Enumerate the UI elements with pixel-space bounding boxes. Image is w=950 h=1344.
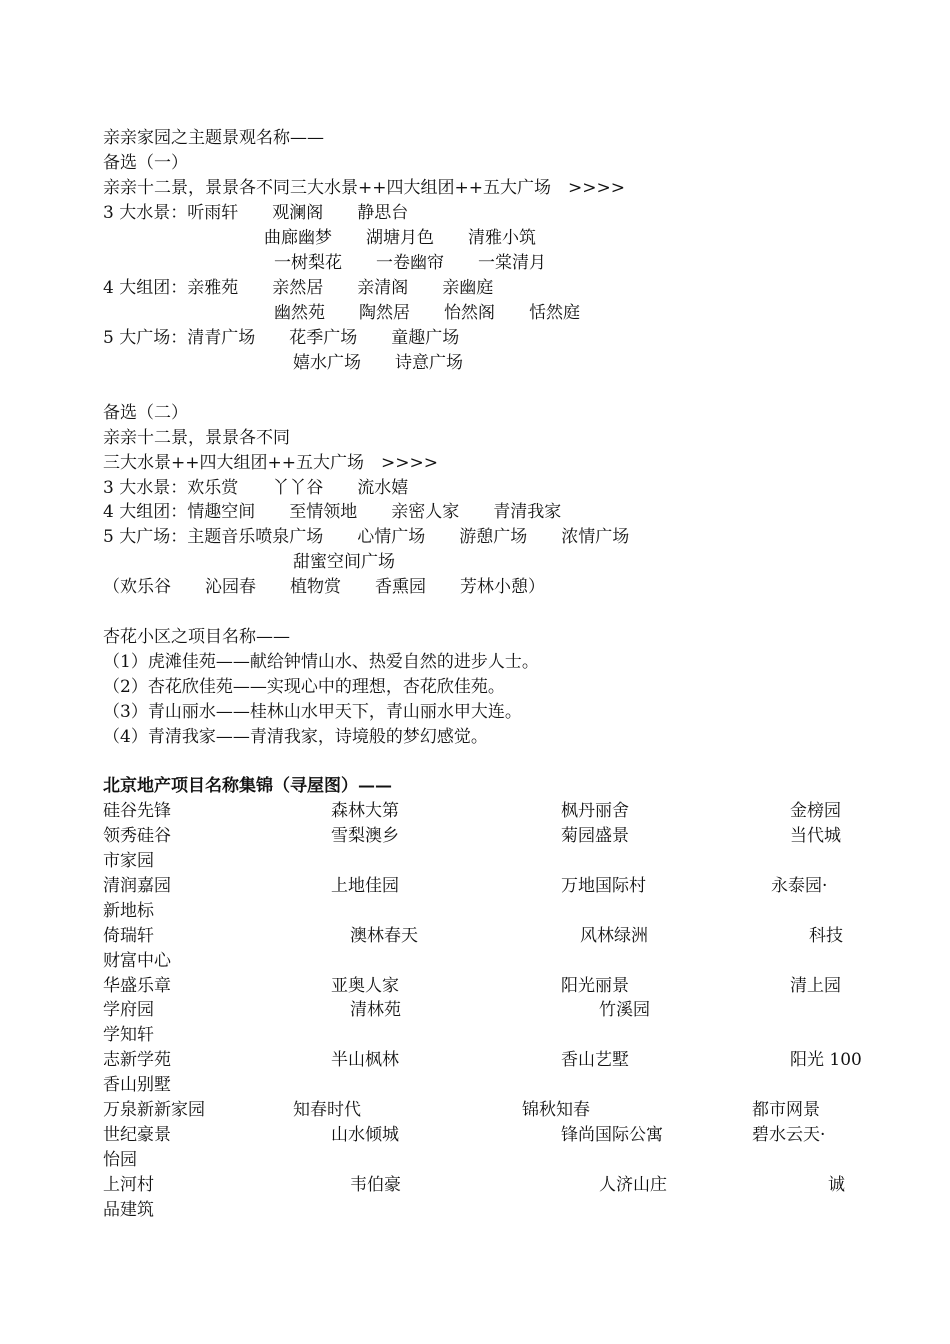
project-name: 清润嘉园 — [103, 876, 171, 896]
list-item: （4）青清我家——青清我家，诗境般的梦幻感觉。 — [103, 727, 488, 747]
project-name: 人济山庄 — [599, 1175, 667, 1195]
project-name: 亚奥人家 — [331, 976, 399, 996]
list-item: （3）青山丽水——桂林山水甲天下，青山丽水甲大连。 — [103, 702, 522, 722]
project-name: 志新学苑 — [103, 1050, 171, 1070]
text-line: 嬉水广场 诗意广场 — [293, 353, 463, 373]
project-name: 世纪豪景 — [103, 1125, 171, 1145]
text-line: （欢乐谷 沁园春 植物赏 香熏园 芳林小憩） — [103, 577, 545, 597]
project-name: 碧水云天· — [752, 1125, 826, 1145]
project-name: 万地国际村 — [561, 876, 646, 896]
project-name: 澳林春天 — [350, 926, 418, 946]
project-name: 韦伯豪 — [350, 1175, 401, 1195]
project-name: 枫丹丽舍 — [561, 801, 629, 821]
text-line: 三大水景++四大组团++五大广场 >>>> — [103, 453, 438, 473]
project-name: 知春时代 — [293, 1100, 361, 1120]
section-title-xinghua: 杏花小区之项目名称—— — [103, 627, 290, 647]
project-name: 香山别墅 — [103, 1075, 171, 1095]
text-line: 亲亲十二景，景景各不同三大水景++四大组团++五大广场 >>>> — [103, 178, 625, 198]
project-name: 万泉新新家园 — [103, 1100, 205, 1120]
project-name: 永泰园· — [771, 876, 828, 896]
project-name: 学知轩 — [103, 1025, 154, 1045]
project-name: 华盛乐章 — [103, 976, 171, 996]
project-name: 清上园 — [790, 976, 841, 996]
project-name: 上河村 — [103, 1175, 154, 1195]
project-name: 竹溪园 — [599, 1000, 650, 1020]
project-name: 半山枫林 — [331, 1050, 399, 1070]
option-two-heading: 备选（二） — [103, 403, 188, 423]
text-line: 4 大组团：情趣空间 至情领地 亲密人家 青清我家 — [103, 502, 562, 522]
project-name: 领秀硅谷 — [103, 826, 171, 846]
project-name: 硅谷先锋 — [103, 801, 171, 821]
project-name: 风林绿洲 — [580, 926, 648, 946]
project-name: 山水倾城 — [331, 1125, 399, 1145]
list-item: （2）杏花欣佳苑——实现心中的理想，杏花欣佳苑。 — [103, 677, 505, 697]
project-name: 香山艺墅 — [561, 1050, 629, 1070]
project-name: 上地佳园 — [331, 876, 399, 896]
text-line: 亲亲十二景，景景各不同 — [103, 428, 290, 448]
text-line: 一树梨花 一卷幽帘 一棠清月 — [274, 253, 546, 273]
project-name: 倚瑞轩 — [103, 926, 154, 946]
project-name: 金榜园 — [790, 801, 841, 821]
text-line: 曲廊幽梦 湖塘月色 清雅小筑 — [264, 228, 536, 248]
project-name: 怡园 — [103, 1150, 137, 1170]
project-name: 诚 — [828, 1175, 845, 1195]
text-line: 5 大广场：清青广场 花季广场 童趣广场 — [103, 328, 460, 348]
project-name: 当代城 — [790, 826, 841, 846]
text-line: 幽然苑 陶然居 怡然阁 恬然庭 — [274, 303, 580, 323]
project-name: 阳光 100 — [790, 1050, 862, 1070]
text-line: 3 大水景：欢乐赏 丫丫谷 流水嬉 — [103, 478, 409, 498]
option-one-heading: 备选（一） — [103, 153, 188, 173]
project-name: 清林苑 — [350, 1000, 401, 1020]
project-name: 市家园 — [103, 851, 154, 871]
project-name: 森林大第 — [331, 801, 399, 821]
project-name: 品建筑 — [103, 1200, 154, 1220]
section-title-beijing: 北京地产项目名称集锦（寻屋图）—— — [103, 776, 392, 796]
section-title-qinqin: 亲亲家园之主题景观名称—— — [103, 128, 324, 148]
project-name: 学府园 — [103, 1000, 154, 1020]
project-name: 菊园盛景 — [561, 826, 629, 846]
text-line: 甜蜜空间广场 — [293, 552, 395, 572]
project-name: 都市网景 — [752, 1100, 820, 1120]
text-line: 4 大组团：亲雅苑 亲然居 亲清阁 亲幽庭 — [103, 278, 494, 298]
project-name: 科技 — [809, 926, 843, 946]
project-name: 财富中心 — [103, 951, 171, 971]
text-line: 3 大水景：听雨轩 观澜阁 静思台 — [103, 203, 409, 223]
project-name: 锦秋知春 — [522, 1100, 590, 1120]
project-name: 锋尚国际公寓 — [561, 1125, 663, 1145]
project-name: 新地标 — [103, 901, 154, 921]
text-line: 5 大广场：主题音乐喷泉广场 心情广场 游憩广场 浓情广场 — [103, 527, 630, 547]
project-name: 雪梨澳乡 — [331, 826, 399, 846]
project-name: 阳光丽景 — [561, 976, 629, 996]
list-item: （1）虎滩佳苑——献给钟情山水、热爱自然的进步人士。 — [103, 652, 539, 672]
